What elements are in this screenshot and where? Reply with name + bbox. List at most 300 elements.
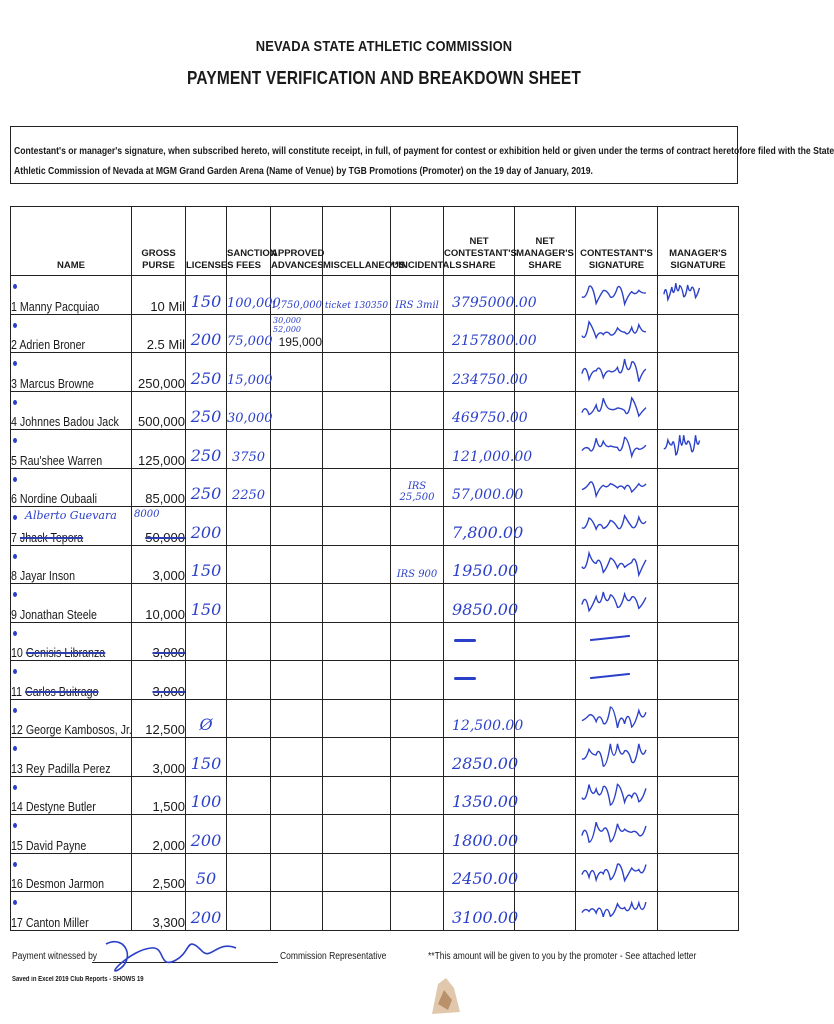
gross-purse: 2,000 xyxy=(152,837,185,853)
row-number: 9 xyxy=(11,606,17,622)
manager-signature-cell xyxy=(658,584,739,623)
row-number: 13 xyxy=(11,760,23,776)
incidentals-cell xyxy=(391,892,444,931)
contestant-signature xyxy=(576,546,657,584)
approved-advances-cell xyxy=(271,622,323,661)
col-manager-signature: MANAGER'S SIGNATURE xyxy=(658,207,739,276)
net-contestant-share: 12,500.00 xyxy=(452,718,524,734)
net-manager-share-cell xyxy=(515,468,576,507)
approved-advances xyxy=(271,927,322,930)
ink-dot xyxy=(13,708,17,713)
manager-signature-cell xyxy=(658,507,739,546)
incidentals-cell xyxy=(391,699,444,738)
incidentals-cell xyxy=(391,738,444,777)
miscellaneous-cell xyxy=(323,738,391,777)
incidentals: IRS 900 xyxy=(396,569,438,580)
net-contestant-share: 7,800.00 xyxy=(452,522,524,542)
license-fee: 200 xyxy=(190,330,222,349)
contestant-name-wrap xyxy=(11,337,85,352)
contestant-name-wrap xyxy=(11,530,83,545)
gross-purse-cell xyxy=(132,815,186,854)
row-number: 12 xyxy=(11,722,23,737)
contestant-name-cell xyxy=(11,853,132,892)
contestant-name-wrap xyxy=(11,876,104,891)
manager-signature-cell xyxy=(658,892,739,931)
voided-share-mark xyxy=(454,639,476,642)
contestant-name: Destyne Butler xyxy=(25,799,96,814)
contestant-name-cell xyxy=(11,430,132,469)
contestant-name: Rau'shee Warren xyxy=(19,452,103,468)
license-fee: 200 xyxy=(190,522,222,542)
row-number: 3 xyxy=(11,375,17,391)
contestant-name: Jhack Tepora xyxy=(19,529,84,545)
row-number: 1 xyxy=(11,298,17,314)
contestant-name-wrap xyxy=(11,838,86,853)
contestant-signature-cell xyxy=(576,815,658,854)
miscellaneous-cell xyxy=(323,815,391,854)
license-fee: Ø xyxy=(199,715,213,734)
contestant-signature xyxy=(576,854,657,892)
license-fee: 100 xyxy=(190,792,222,811)
net-contestant-share-cell xyxy=(444,276,537,315)
gross-purse: 85,000 xyxy=(145,491,185,506)
ink-dot xyxy=(13,592,17,597)
gross-purse-cell xyxy=(132,853,186,892)
manager-signature xyxy=(658,430,738,468)
contestant-name-wrap xyxy=(11,915,89,930)
gross-purse: 3,000 xyxy=(152,568,185,583)
miscellaneous-cell xyxy=(323,314,391,353)
net-contestant-share-cell xyxy=(444,430,533,469)
document-stamp xyxy=(424,974,466,1018)
advance-notes: 30,000 52,000 xyxy=(273,315,301,334)
contestant-name-cell xyxy=(11,545,132,584)
net-manager-share-cell xyxy=(515,699,576,738)
contestant-name-wrap xyxy=(11,607,97,622)
sanction-fee-cell xyxy=(227,276,281,315)
contestant-name-cell xyxy=(11,276,132,315)
sanction-fee-cell xyxy=(227,661,271,700)
incidentals-cell xyxy=(391,622,444,661)
ink-dot xyxy=(13,400,17,405)
license-cell xyxy=(186,545,227,584)
net-manager-share-cell xyxy=(515,738,576,777)
sanction-fee-cell xyxy=(227,622,271,661)
license-cell xyxy=(186,699,227,738)
manager-signature-cell xyxy=(658,738,739,777)
contestant-signature-cell xyxy=(576,853,658,892)
sanction-fee-cell xyxy=(227,545,271,584)
contestant-name: Nordine Oubaali xyxy=(19,491,97,506)
net-contestant-share: 2450.00 xyxy=(452,869,519,888)
contestant-name: Desmon Jarmon xyxy=(25,876,105,891)
license-fee: 200 xyxy=(190,830,222,850)
license-cell xyxy=(186,776,227,815)
net-contestant-share-cell xyxy=(444,815,519,854)
sheet-title: PAYMENT VERIFICATION AND BREAKDOWN SHEET xyxy=(187,68,581,88)
incidentals-cell xyxy=(391,430,444,469)
manager-signature-cell xyxy=(658,314,739,353)
contestant-name: Manny Pacquiao xyxy=(19,298,100,314)
gross-purse-cell xyxy=(132,276,186,315)
contestant-signature xyxy=(576,777,657,815)
miscellaneous-cell xyxy=(323,661,391,700)
manager-signature-cell xyxy=(658,622,739,661)
gross-purse-cell xyxy=(132,661,186,700)
ink-dot xyxy=(13,284,17,289)
net-manager-share xyxy=(515,927,575,930)
manager-signature xyxy=(658,276,738,314)
license-fee: 250 xyxy=(190,368,222,388)
table-row xyxy=(11,353,739,392)
contestant-name-wrap xyxy=(11,491,97,506)
contestant-signature xyxy=(576,353,657,391)
contestant-signature xyxy=(576,738,657,776)
gross-purse: 2,500 xyxy=(152,876,185,891)
contestant-name: David Payne xyxy=(25,837,87,853)
contestant-name-cell xyxy=(11,776,132,815)
net-contestant-share-cell xyxy=(444,584,519,623)
sanction-fee: 15,000 xyxy=(227,372,273,388)
miscellaneous-cell xyxy=(323,276,391,315)
miscellaneous-cell xyxy=(323,776,391,815)
net-contestant-share: 1350.00 xyxy=(452,792,519,811)
gross-purse-cell xyxy=(132,391,186,430)
miscellaneous-cell xyxy=(323,853,391,892)
license-cell xyxy=(186,892,227,931)
net-contestant-share: 9850.00 xyxy=(452,599,519,619)
contestant-name-wrap xyxy=(11,799,96,814)
payment-witnessed-label: Payment witnessed by xyxy=(12,951,98,962)
incidentals-footnote: **This amount will be given to you by the promoter - See attached letter xyxy=(428,951,697,962)
net-manager-share-cell xyxy=(515,815,576,854)
row-number: 11 xyxy=(11,683,23,699)
contestant-name: Canton Miller xyxy=(25,914,89,930)
table-header-row xyxy=(11,207,739,276)
contestant-signature-cell xyxy=(576,661,658,700)
manager-signature-cell xyxy=(658,699,739,738)
col-sanction-fees: SANCTION FEES xyxy=(227,207,271,276)
amended-gross-purse: 8000 xyxy=(134,509,160,520)
gross-purse-cell xyxy=(132,545,186,584)
incidentals-cell xyxy=(391,815,444,854)
miscellaneous-cell xyxy=(323,430,391,469)
license-cell xyxy=(186,353,227,392)
net-contestant-share-cell xyxy=(444,391,528,430)
contestant-signature xyxy=(576,276,657,314)
contestant-name-cell xyxy=(11,584,132,623)
contestant-signature-cell xyxy=(576,699,658,738)
contestant-name-wrap xyxy=(11,684,99,699)
manager-signature-cell xyxy=(658,276,739,315)
voided-share-mark xyxy=(454,677,476,680)
license-cell xyxy=(186,622,227,661)
license-cell xyxy=(186,815,227,854)
contestant-name-cell xyxy=(11,391,132,430)
ink-dot xyxy=(13,746,17,751)
miscellaneous-cell xyxy=(323,622,391,661)
gross-purse: 10,000 xyxy=(145,606,185,622)
miscellaneous xyxy=(323,927,390,930)
sanction-fee: 100,000 xyxy=(227,295,281,311)
contestant-signature xyxy=(576,392,657,430)
col-approved-advances: APPROVED ADVANCES xyxy=(271,207,323,276)
gross-purse: 3,000 xyxy=(152,760,185,776)
contestant-name-wrap xyxy=(11,761,111,776)
approved-advances-cell xyxy=(271,892,323,931)
net-contestant-share: 3795000.00 xyxy=(452,294,537,311)
approved-advances-cell xyxy=(271,699,323,738)
miscellaneous-cell xyxy=(323,892,391,931)
sanction-fee-cell xyxy=(227,391,271,430)
net-manager-share-cell xyxy=(515,584,576,623)
net-contestant-share: 469750.00 xyxy=(452,410,528,426)
col-licenses: LICENSES xyxy=(186,207,227,276)
col-net-contestant-share: NET CONTESTANT'S SHARE xyxy=(444,207,515,276)
col-name: NAME xyxy=(11,207,132,276)
license-fee: 250 xyxy=(190,407,222,426)
incidentals-cell xyxy=(391,853,444,892)
contestant-name: Genisis Libranza xyxy=(25,645,106,660)
manager-signature-cell xyxy=(658,353,739,392)
gross-purse: 10 Mil xyxy=(150,298,185,314)
statement-line-1: Contestant's or manager's signature, when subscribed hereto, will constitute receipt, in full, of payment for contest or exhibition held or given under the terms of contract heretofore filed with the State xyxy=(14,146,834,157)
contestant-signature-cell xyxy=(576,276,658,315)
contestant-name-cell xyxy=(11,507,132,546)
manager-signature-cell xyxy=(658,853,739,892)
commission-name: NEVADA STATE ATHLETIC COMMISSION xyxy=(255,38,513,55)
license-fee: 250 xyxy=(190,484,222,503)
approved-advances-cell xyxy=(271,507,323,546)
contestant-signature xyxy=(576,584,657,622)
contestant-signature-cell xyxy=(576,314,658,353)
approved-advances-cell xyxy=(271,391,323,430)
incidentals-cell xyxy=(391,391,444,430)
approved-advances-cell xyxy=(271,468,323,507)
sanction-fee-cell xyxy=(227,507,271,546)
license-cell xyxy=(186,507,227,546)
contestant-name-wrap xyxy=(11,414,119,429)
sanction-fee: 2250 xyxy=(231,488,266,503)
row-number: 16 xyxy=(11,876,23,891)
row-number: 7 xyxy=(11,529,17,545)
net-contestant-share: 57,000.00 xyxy=(452,487,524,503)
contestant-signature-cell xyxy=(576,738,658,777)
row-number: 15 xyxy=(11,837,23,853)
gross-purse-cell xyxy=(132,430,186,469)
voided-signature-mark xyxy=(590,634,630,640)
contestant-name-wrap xyxy=(11,722,132,737)
incidentals-cell xyxy=(391,507,444,546)
incidentals xyxy=(391,927,443,930)
license-cell xyxy=(186,276,227,315)
license-cell xyxy=(186,391,227,430)
license-cell xyxy=(186,853,227,892)
license-cell xyxy=(186,430,227,469)
net-manager-share-cell xyxy=(515,892,576,931)
sanction-fee-cell xyxy=(227,738,271,777)
contestant-name-cell xyxy=(11,353,132,392)
net-manager-share-cell xyxy=(515,776,576,815)
net-contestant-share-cell xyxy=(444,468,524,507)
manager-signature-cell xyxy=(658,430,739,469)
col-incidentals: **INCIDENTALS xyxy=(391,207,444,276)
license-fee: 50 xyxy=(195,869,217,888)
net-contestant-share: 234750.00 xyxy=(452,371,528,388)
license-cell xyxy=(186,468,227,507)
contestant-signature-cell xyxy=(576,507,658,546)
net-contestant-share: 2850.00 xyxy=(452,753,519,773)
gross-purse-cell xyxy=(132,892,186,931)
row-number: 5 xyxy=(11,452,17,468)
license-fee: 150 xyxy=(190,599,222,619)
net-contestant-share-cell xyxy=(444,545,519,584)
net-contestant-share-cell xyxy=(444,507,524,546)
contestant-name-wrap xyxy=(11,568,75,583)
approved-advances-cell xyxy=(271,545,323,584)
contestant-name: Johnnes Badou Jack xyxy=(19,414,119,429)
contestant-name-cell xyxy=(11,661,132,700)
manager-signature-cell xyxy=(658,391,739,430)
table-row xyxy=(11,468,739,507)
gross-purse: 500,000 xyxy=(138,414,185,429)
contestant-signature-cell xyxy=(576,353,658,392)
contestant-signature-cell xyxy=(576,430,658,469)
table-row xyxy=(11,661,739,700)
approved-advances-cell xyxy=(271,353,323,392)
miscellaneous-cell xyxy=(323,699,391,738)
contestant-name-wrap xyxy=(11,376,94,391)
manager-signature-cell xyxy=(658,545,739,584)
net-manager-share-cell xyxy=(515,622,576,661)
contestant-signature xyxy=(576,892,657,930)
gross-purse-cell xyxy=(132,699,186,738)
ink-dot xyxy=(13,631,17,636)
row-number: 4 xyxy=(11,414,17,429)
table-row xyxy=(11,507,739,546)
approved-advances-cell xyxy=(271,738,323,777)
approved-advances-cell xyxy=(271,430,323,469)
incidentals-cell xyxy=(391,661,444,700)
gross-purse: 3,300 xyxy=(152,914,185,930)
sanction-fee: 75,000 xyxy=(227,334,273,349)
approved-advances-cell xyxy=(271,584,323,623)
table-row xyxy=(11,584,739,623)
miscellaneous-cell xyxy=(323,584,391,623)
contestant-name-cell xyxy=(11,314,132,353)
approved-advances: 195,000 xyxy=(278,335,322,349)
gross-purse-cell xyxy=(132,353,186,392)
approved-advances-cell xyxy=(271,276,323,315)
contestant-name-cell xyxy=(11,622,132,661)
gross-purse: 1,500 xyxy=(152,799,185,814)
sanction-fee: 3750 xyxy=(231,449,266,465)
table-row xyxy=(11,776,739,815)
license-cell xyxy=(186,584,227,623)
net-contestant-share-cell xyxy=(444,892,519,931)
ink-dot xyxy=(13,823,17,828)
statement-line-2: Athletic Commission of Nevada at MGM Grand Garden Arena (Name of Venue) by TGB Promotions (Promoter) on the 19 day of January, 2019. xyxy=(14,166,593,177)
contestant-signature xyxy=(576,815,657,853)
ink-dot xyxy=(13,900,17,905)
gross-purse: 3,000 xyxy=(152,683,185,699)
contestant-signature-cell xyxy=(576,776,658,815)
license-fee: 150 xyxy=(190,561,222,580)
gross-purse-cell xyxy=(132,584,186,623)
receipt-statement xyxy=(10,126,834,184)
incidentals-cell xyxy=(391,314,444,353)
col-contestant-signature: CONTESTANT'S SIGNATURE xyxy=(576,207,658,276)
approved-advances-cell xyxy=(271,853,323,892)
gross-purse: 12,500 xyxy=(145,722,185,737)
sanction-fee-cell xyxy=(227,892,271,931)
row-number: 6 xyxy=(11,491,17,506)
contestant-name-cell xyxy=(11,699,132,738)
approved-advances-cell xyxy=(271,776,323,815)
incidentals-cell xyxy=(391,276,444,315)
net-manager-share-cell xyxy=(515,507,576,546)
witness-signature xyxy=(96,930,246,980)
ink-dot xyxy=(13,438,17,443)
voided-signature-mark xyxy=(590,673,630,679)
approved-advances-cell xyxy=(271,661,323,700)
contestant-name-cell xyxy=(11,468,132,507)
license-fee: 200 xyxy=(190,907,222,927)
payment-table xyxy=(10,206,739,931)
net-contestant-share-cell xyxy=(444,661,515,700)
ink-dot xyxy=(13,669,17,674)
net-contestant-share-cell xyxy=(444,853,519,892)
contestant-signature xyxy=(576,469,657,507)
col-miscellaneous: MISCELLANEOUS xyxy=(323,207,391,276)
net-contestant-share-cell xyxy=(444,622,515,661)
contestant-name: George Kambosos, Jr. xyxy=(25,722,132,737)
ink-dot xyxy=(13,361,17,366)
gross-purse: 50,000 xyxy=(145,529,185,545)
net-contestant-share: 1950.00 xyxy=(452,561,519,580)
manager-signature-cell xyxy=(658,776,739,815)
net-contestant-share-cell xyxy=(444,738,519,777)
ink-dot xyxy=(13,554,17,559)
net-manager-share-cell xyxy=(515,661,576,700)
contestant-name-wrap xyxy=(11,453,102,468)
ink-dot xyxy=(13,515,17,520)
contestant-name-cell xyxy=(11,738,132,777)
approved-advances-cell xyxy=(271,815,323,854)
gross-purse-cell xyxy=(132,507,186,546)
net-contestant-share-cell xyxy=(444,314,537,353)
sanction-fee-cell xyxy=(227,353,271,392)
gross-purse-cell xyxy=(132,468,186,507)
sanction-fee-cell xyxy=(227,699,271,738)
gross-purse: 3,000 xyxy=(152,645,185,660)
table-row xyxy=(11,699,739,738)
net-contestant-share-cell xyxy=(444,353,528,392)
table-row xyxy=(11,276,739,315)
table-row xyxy=(11,622,739,661)
contestant-signature-cell xyxy=(576,545,658,584)
contestant-name: Jayar Inson xyxy=(19,568,76,583)
gross-purse-cell xyxy=(132,738,186,777)
contestant-signature-cell xyxy=(576,622,658,661)
replacement-name: Alberto Guevara xyxy=(25,509,117,522)
net-contestant-share-cell xyxy=(444,776,519,815)
table-row xyxy=(11,738,739,777)
incidentals-cell xyxy=(391,468,444,507)
contestant-signature-cell xyxy=(576,468,658,507)
table-row xyxy=(11,314,739,353)
table-row xyxy=(11,892,739,931)
